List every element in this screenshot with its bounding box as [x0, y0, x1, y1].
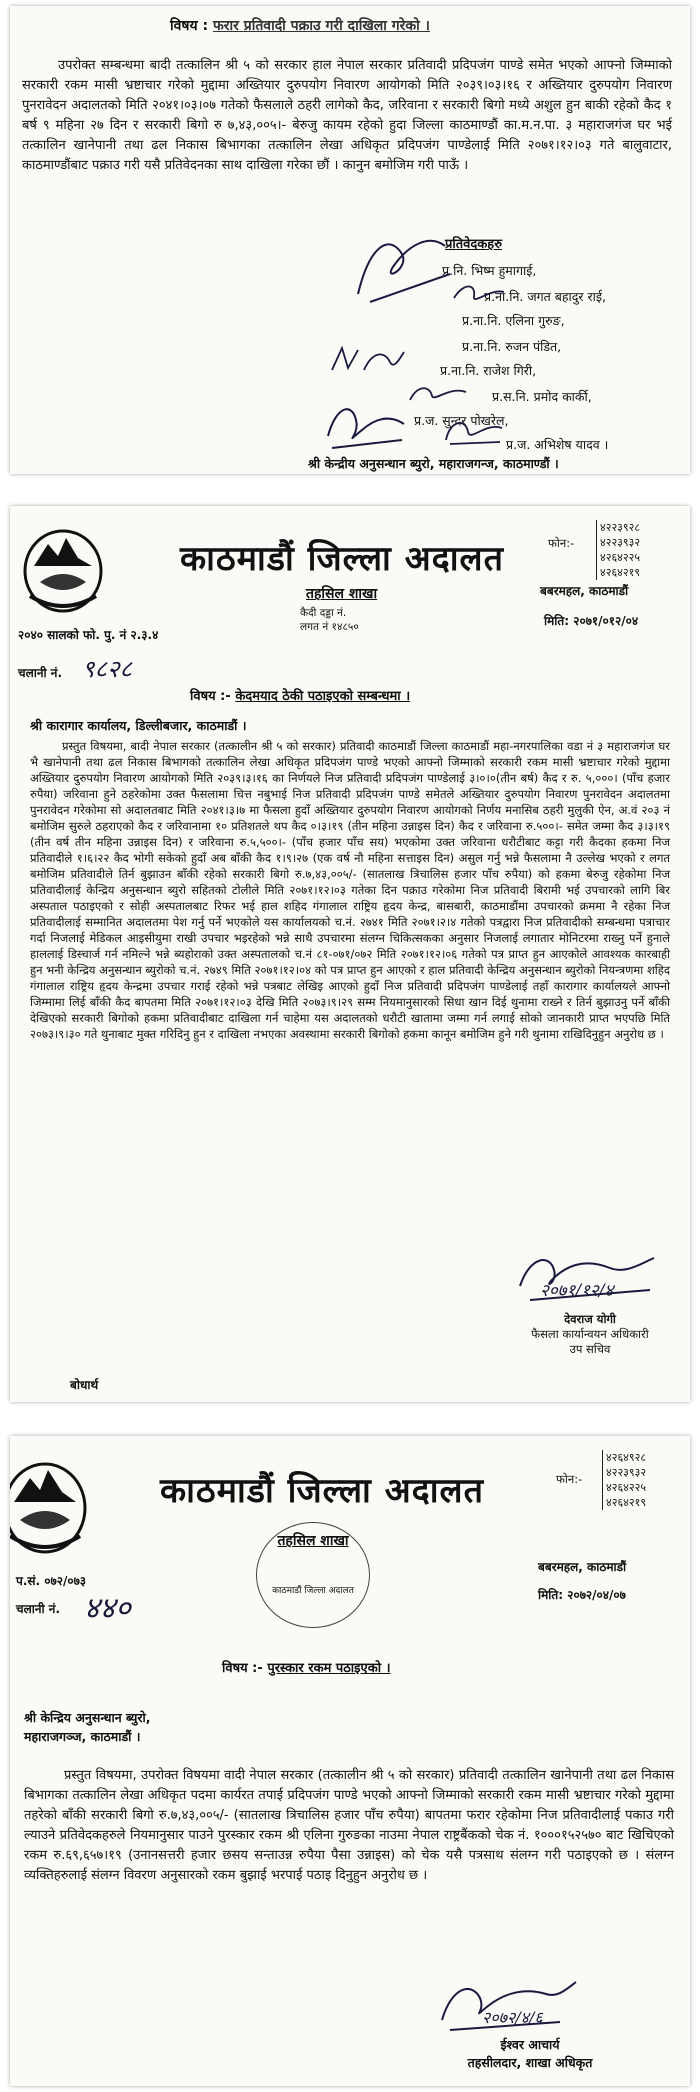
court-title: काठमाडौं जिल्ला अदालत	[180, 539, 504, 579]
phone-label: फोन:-	[556, 1472, 583, 1486]
signature-6	[440, 412, 510, 448]
signer-block	[440, 2036, 620, 2072]
signer-rank: उप सचिव	[569, 1342, 611, 1356]
nepal-emblem-icon	[20, 526, 106, 616]
phone-number: ४२२३९२८	[600, 521, 641, 534]
chalani-label: चलानी नं.	[16, 1602, 61, 1616]
phone-list	[602, 1450, 646, 1510]
recipient-address	[24, 1708, 151, 1746]
court-stamp	[256, 1522, 370, 1628]
reporters-heading: प्रतिवेदकहरु	[445, 237, 502, 252]
signer-title: फैसला कार्यान्वयन अधिकारी	[531, 1327, 649, 1341]
subject-label: विषय :-	[222, 1661, 263, 1676]
recipient-line-1: श्री केन्द्रिय अनुसन्धान ब्युरो,	[24, 1710, 151, 1725]
reporter-6: प्र.स.नि. प्रमोद कार्की,	[492, 389, 592, 404]
location: बबरमहल, काठमाडौं	[540, 584, 629, 598]
signature-date: २०७१/१२/४	[540, 1281, 614, 1301]
subject-label: विषय :	[170, 18, 209, 34]
chalani-number: ९८२८	[82, 655, 132, 683]
signature-5	[322, 396, 412, 456]
reporter-2: प्र.ना.नि. जगत बहादुर राई,	[484, 289, 606, 304]
signer-block	[510, 1312, 670, 1357]
letter-subject	[222, 1658, 391, 1676]
stamp-branch: तहसिल शाखा	[277, 1533, 349, 1549]
reporter-5: प्र.ना.नि. राजेश गिरी,	[440, 363, 537, 378]
phone-label: फोन:-	[548, 536, 575, 550]
letter-date: मिति: २०७१/०१२/०४	[544, 614, 639, 628]
report-subject	[170, 16, 430, 35]
phone-number: ४२२३९३२	[606, 1466, 647, 1479]
signature-2	[450, 278, 510, 312]
chalani-label: चलानी नं.	[18, 666, 63, 680]
subject-label: विषय :-	[190, 689, 231, 704]
signature-date: २०७२/४/६	[482, 2008, 543, 2027]
court-letter-2	[10, 1436, 690, 2086]
lagat-number: लगत नं १४८५०	[300, 621, 359, 633]
report-body: उपरोक्त सम्बन्धमा बादी तत्कालिन श्री ५ को सरकार हाल नेपाल सरकार प्रतिवादी प्रदिपजंग पाण्डे समेत भएको आफ्नो जिम्माको सरकारी रकम मासी भ्रष्टाचार गरेको मुद्दामा अख्तियार दुरुपयोग निवारण आयोगको मिति २०३९।०३।१६ र अख्तियार दुरुपयोग निवारण पुनरावेदन अदालतको मिति २०४१।०३।०७ गतेको फैसलाले ठहरी लागेको कैद, जरिवाना र सरकारी बिगो मध्ये अशुल हुन बाकी रहेको कैद १ बर्ष ९ महिना २७ दिन र सरकारी बिगो रु ७,४३,००५।- बेरुजु कायम रहेको हुदा जिल्ला काठमाण्डौं का.म.न.पा. ३ महाराजगंज घर भई तत्कालिन खानेपानी तथा ढल निकास बिभागका तत्कालिन लेखा अधिकृत प्रदिपजंग पाण्डेलाई मिति २०७१।१२।०३ गते बालुवाटार, काठमाण्डौंबाट पक्राउ गरी यसै प्रतिवेदनका साथ दाखिला गरेका छौं । कानुन बमोजिम गरी पाऊँ ।	[22, 58, 672, 173]
fiscal-year: प.सं. ०७२/०७३	[16, 1574, 87, 1588]
signer-title: तहसीलदार, शाखा अधिकृत	[467, 2055, 593, 2070]
office-name: श्री केन्द्रीय अनुसन्धान ब्युरो, महाराजगन्ज, काठमाण्डौं ।	[308, 456, 559, 471]
reporter-3: प्र.ना.नि. एलिना गुरुङ,	[462, 313, 565, 328]
phone-number: ४२६४२२५	[606, 1481, 647, 1494]
phone-number: ४२२३९३२	[600, 536, 641, 549]
phone-list	[596, 520, 640, 580]
court-letter-1	[10, 506, 690, 1402]
letter-body: प्रस्तुत विषयमा, बादी नेपाल सरकार (तत्कालीन श्री ५ को सरकार) प्रतिवादी काठमाडौं जिल्ला काठमाडौं महा-नगरपालिका वडा नं ३ महाराजगंज घर भै खानेपानी तथा ढल निकास बिभागको तत्कालिन लेखा अधिकृत प्रदिपजंग पाण्डे भएको आफ्नो जिम्माको सरकारी रकम मासी भ्रष्टाचार गरेको मुद्दामा अख्तियार दुरुपयोग निवारण आयोगको मिति २०३९।३।१६ का निर्णयले निज प्रतिवादी प्रदिपजंग पाण्डेलाई ३।०।०(तीन बर्ष) कैद र रु. ५,०००। (पाँच हजार रुपैया) जरिवाना हुने ठहरेकोमा उक्त फैसलामा चित्त नबुभाई निज प्रतिवादी प्रदिपजंग पाण्डे समेतले अख्तियार दुरुपयोग निवारण पुनरावेदन अदालतमा पुनरावेदन गरेकोमा सो अदालतबाट मिति २०४१।३।७ मा फैसला हुदाँ अख्तियार दुरुपयोग निवारण आयोगको निर्णय मनासिब ठहरी मुलुकी ऐन, अ.वं २०३ नं बमोजिम सुरुले ठहराएको कैद र जरिवानामा १० प्रतिशतले थप कैद ०।३।१९ (तीन महिना उन्नाइस दिन) कैद र जरिवाना रु.५००।- समेत जम्मा कैद ३।३।१९ (तीन वर्ष तीन महिना उन्नाइस दिन) र जरिवाना रु.५,५००।- (पाँच हजार पाँच सय) भएकोमा उक्त जरिवाना धरौटीबाट कट्टा गरी कैदका हकमा निज प्रतिवादीले १।६।२२ कैद भोगी सकेको हुदाँ अब बाँकी कैद १।९।२७ (एक वर्ष नौ महिना सत्ताइस दिन) असुल गर्नु भन्ने फैसलामा नै उल्लेख भएको र लगत बमोजिम प्रतिवादीले तिर्न बुझाउन बाँकी रहेको सरकारी बिगो रु.७,४३,००५/- (सातलाख त्रिचालिस हजार पाँच रुपैया) को हकमा बेरुजु रहेकोमा निज प्रतिवादीलाई केन्द्रिय अनुसन्धान ब्युरो सहितको टोलीले मिति २०७१।१२।०३ गतेका दिन पक्राउ गरेकोमा निज प्रतिवादी बिरामी भई उपचारको लागि बिर अस्पताल पठाइएको र सोही अस्पतालबाट रिफर भई हाल शहिद गंगालाल राष्ट्रिय हृदय केन्द्र, बासबारी, काठमाडौंमा उपचारको क्रममा नै रहेका निज प्रतिवादीलाई सम्मानित अदालतमा पेश गर्नु पर्ने भएकोले यस कार्यालयको च.नं. २७४१ मिति २०७१।२।४ गतेको पत्रद्वारा निज प्रतिवादीको सम्बन्धमा पत्राचार गर्दा निजलाई मेडिकल आइसीयुमा राखी उपचार भइरहेको भन्ने साथै उपचारमा संलग्न चिकित्सकका अनुसार निजलाई लगातार मोनिटरमा राख्नु पर्ने हुनाले हाललाई डिस्चार्ज गर्न नमिल्ने भन्ने ब्यहोराको उक्त अस्पतालको च.नं ८१-०७१/०७२ मिति २०७१।१२।०६ गतेको पत्र प्राप्त हुन आएकोले आवश्यक कारबाही हुन भनी केन्द्रिय अनुसन्धान ब्युरोको च.नं. २७४९ मिति २०७१।१२।०४ को पत्र प्राप्त हुन आएको र हाल प्रतिवादी केन्द्रिय अनुसन्धान ब्युरोको नियन्त्रणमा शहिद गंगालाल राष्ट्रिय हृदय केन्द्रमा उपचार गराई रहेको भन्ने पत्रबाट लेखिइ आएको हुदाँ निज प्रतिवादी प्रदिपजंग पाण्डेलाई तहाँ कारागार कार्यालयले आफ्नो जिम्मामा लिई बाँकी कैद बापतमा मिति २०७१।१२।०३ देखि मिति २०७३।९।२९ सम्म नियमानुसारको सिधा खान दिई थुनामा राख्ने र तिर्न बुझाउनु पर्ने बाँकी देखिएको सरकारी बिगोको हकमा प्रतिवादीबाट दाखिला गर्न चाहेमा यस अदालतको धरौटी खातामा जम्मा गर्न लगाई सोको जानकारी प्राप्त भएपछि मिति २०७३।९।३० गते थुनाबाट मुक्त गरिदिनु हुन र दाखिला नभएका अवस्थामा सरकारी बिगोको हकमा कानून बमोजिम हुने गरी थुनामा राखिदिनुहुन अनुरोध छ ।	[30, 739, 670, 1041]
letter-date: मिति: २०७२/०४/०७	[538, 1588, 626, 1602]
reporter-8: प्र.ज. अभिशेष यादव ।	[506, 437, 609, 452]
signature-3	[328, 340, 408, 380]
branch-name: तहसिल शाखा	[306, 586, 378, 602]
chalani-number: ४४०	[84, 1591, 131, 1626]
signature-4	[406, 378, 476, 408]
recipient-address: श्री कारागार कार्यालय, डिल्लीबजार, काठमाडौं ।	[30, 718, 247, 733]
subject-text: फरार प्रतिवादी पक्राउ गरी दाखिला गरेको ।	[212, 18, 430, 34]
subject-text: केदमयाद ठेकी पठाइएको सम्बन्धमा ।	[235, 689, 411, 704]
signature-1	[350, 224, 460, 314]
year-reference: २०४० सालको फो. पु. नं २.३.४	[18, 628, 159, 642]
police-report-page	[10, 6, 690, 474]
copy-to-label: बोधार्थ	[70, 1378, 99, 1392]
reporter-7: प्र.ज. सुन्दर पोखरेल,	[414, 413, 509, 428]
signer-name: देवराज योगी	[564, 1312, 616, 1326]
kaidi-register: कैदी दड्डा नं.	[300, 607, 347, 619]
letter-subject	[190, 686, 410, 704]
phone-number: ४२६४२१९	[600, 566, 641, 579]
phone-number: ४२६४२२५	[600, 551, 641, 564]
nepal-emblem-icon	[10, 1458, 90, 1558]
stamp-ring-text: काठमाडौं जिल्ला अदालत	[272, 1586, 354, 1596]
phone-number: ४२६४२१९	[606, 1496, 647, 1509]
reporter-4: प्र.ना.नि. रुजन पंडित,	[462, 339, 562, 354]
location: बबरमहल, काठमाडौं	[538, 1560, 627, 1574]
reporter-1: प्र.नि. भिष्म हुमागाई,	[442, 263, 537, 278]
phone-number: ४२६४९२८	[606, 1451, 647, 1464]
signer-name: ईश्वर आचार्य	[500, 2037, 560, 2052]
court-title: काठमाडौं जिल्ला अदालत	[160, 1471, 484, 1511]
letter-body: प्रस्तुत विषयमा, उपरोक्त विषयमा वादी नेपाल सरकार (तत्कालीन श्री ५ को सरकार) प्रतिवादी तत्कालिन खानेपानी तथा ढल निकास बिभागका तत्कालिन लेखा अधिकृत पदमा कार्यरत तपाई प्रदिपजंग पाण्डे भएको आफ्नो जिम्माको सरकारी रकम मासी भ्रष्टाचार गरेको मुद्दामा तहरेको बाँकी सरकारी बिगो रु.७,४३,००५/- (सातलाख त्रिचालिस हजार पाँच रुपैया) बापतमा फरार रहेकोमा निज प्रतिवादीलाई पकाउ गरी ल्याउने प्रतिवेदकहरुले नियमानुसार पाउने पुरस्कार रकम श्री एलिना गुरुङका नाउमा नेपाल राष्ट्रबैंकको चेक नं. १०००१५२५७० बाट खिचिएको रकम रु.६९,६५७।१९ (उनानसत्तरी हजार छसय सन्ताउन्न रुपैया पैसा उन्नाइस) को चेक यसै पत्रसाथ संलग्न गरी पठाइएको छ । संलग्न व्यक्तिहरुलाई संलग्न विवरण अनुसारको रकम बुझाई भरपाई पठाइ दिनुहुन अनुरोध छ ।	[24, 1768, 674, 1883]
subject-text: पुरस्कार रकम पठाइएको ।	[267, 1661, 391, 1676]
recipient-line-2: महाराजगञ्ज, काठमाडौं ।	[24, 1729, 141, 1744]
